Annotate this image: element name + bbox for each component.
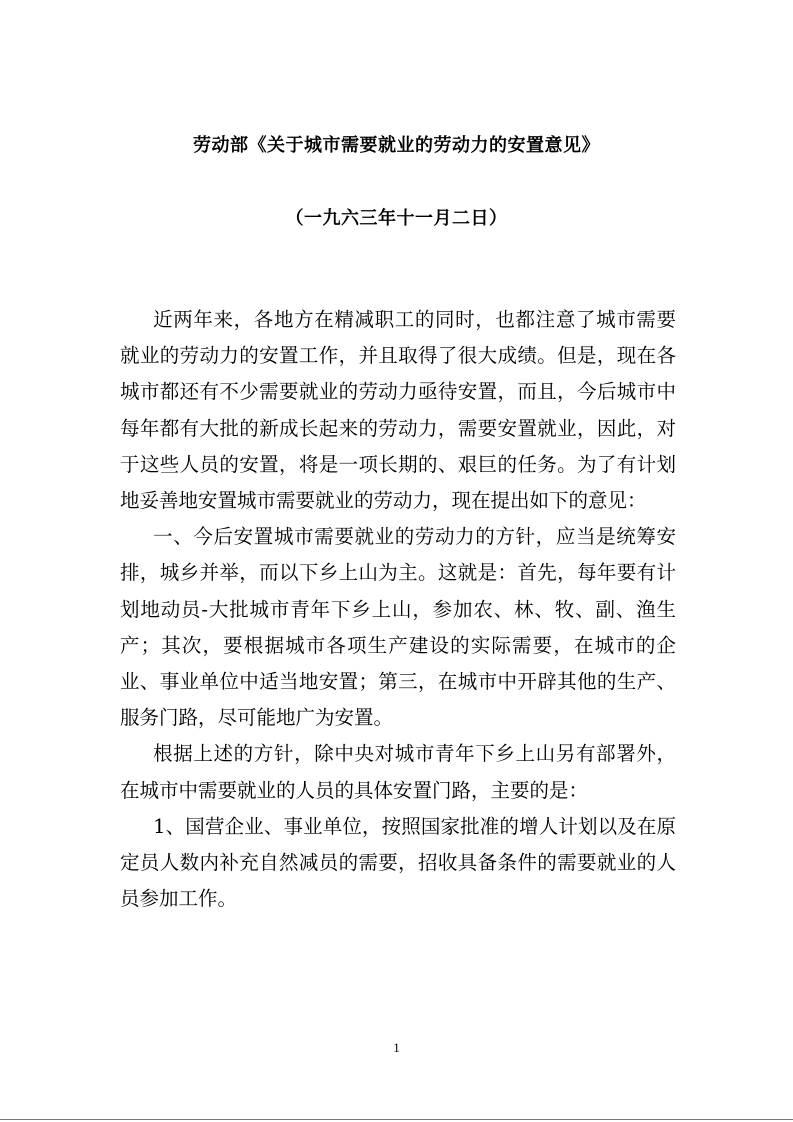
paragraph-policy: 一、今后安置城市需要就业的劳动力的方针，应当是统筹安排，城乡并举，而以下乡上山为主。这就是：首先，每年要有计划地动员-大批城市青年下乡上山，参加农、林、牧、副、渔生产；其次，要根据城市各项生产建设的实际需要，在城市的企业、事业单位中适当地安置；第三，在城市中开辟其他的生产、服务门路，尽可能地广为安置。 — [120, 525, 676, 730]
paragraph-channels: 根据上述的方针，除中央对城市青年下乡上山另有部署外，在城市中需要就业的人员的具体安置门路，主要的是： — [120, 742, 676, 802]
paragraph-item-1: 1、国营企业、事业单位，按照国家批准的增人计划以及在原定员人数内补充自然减员的需要，招收具备条件的需要就业的人员参加工作。 — [120, 814, 676, 911]
document-date: （一九六三年十一月二日） — [285, 208, 508, 229]
page-number: 1 — [393, 1040, 400, 1055]
paragraph-intro: 近两年来，各地方在精减职工的同时，也都注意了城市需要就业的劳动力的安置工作，并且取得了很大成绩。但是，现在各城市都还有不少需要就业的劳动力亟待安置，而且，今后城市中每年都有大批的新成长起来的劳动力，需要安置就业，因此，对于这些人员的安置，将是一项长期的、艰巨的任务。为了有计划地妥善地安置城市需要就业的劳动力，现在提出如下的意见： — [120, 308, 676, 513]
document-title: 劳动部《关于城市需要就业的劳动力的安置意见》 — [193, 135, 600, 156]
document-body — [120, 302, 676, 917]
page-bottom-divider — [0, 1119, 793, 1120]
